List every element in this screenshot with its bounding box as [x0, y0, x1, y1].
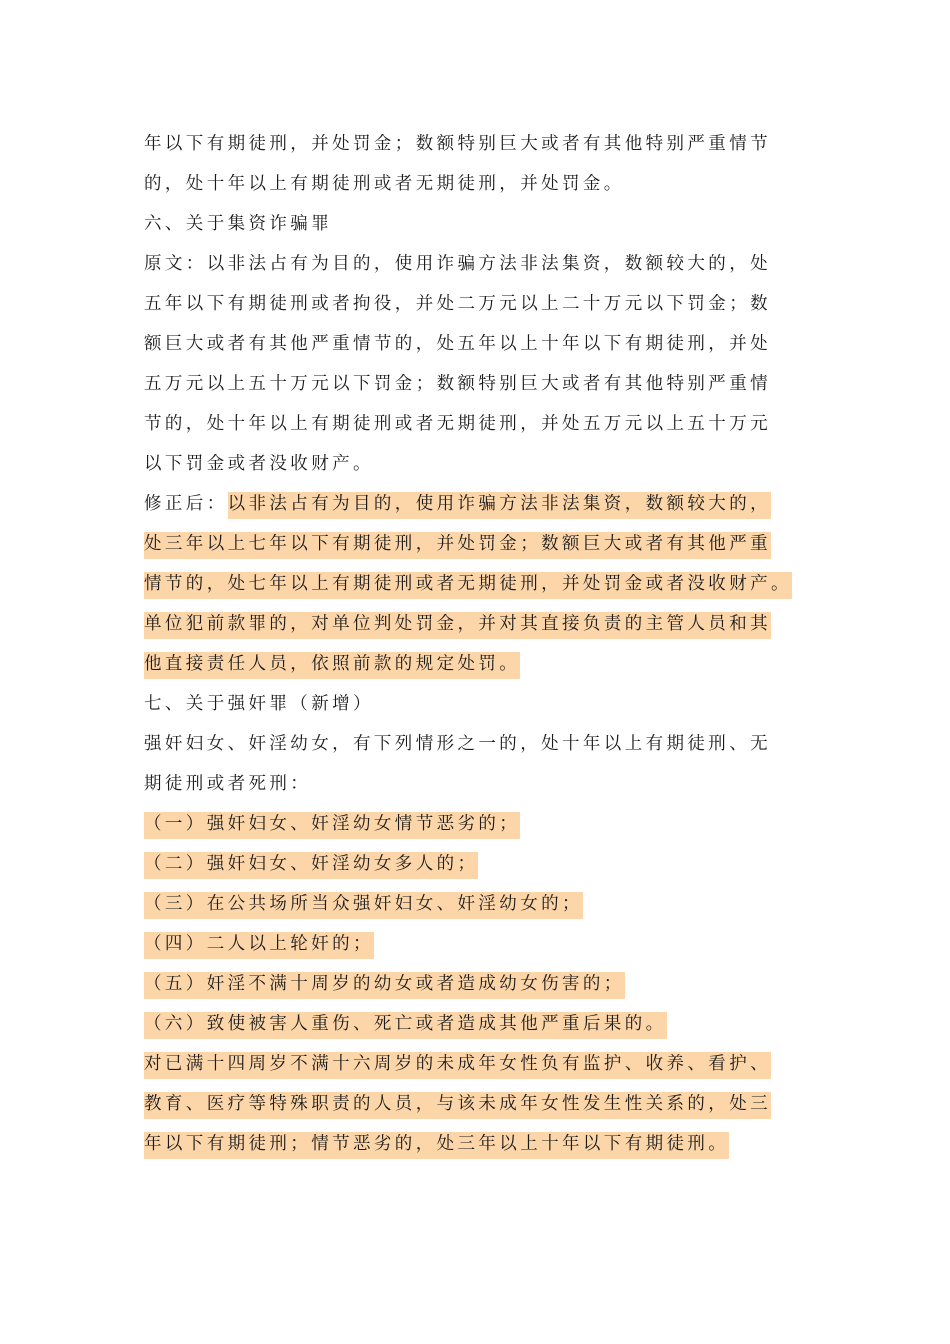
highlighted-text: 年以下有期徒刑；情节恶劣的，处三年以上十年以下有期徒刑。 — [144, 1132, 729, 1159]
highlighted-text: （一）强奸妇女、奸淫幼女情节恶劣的； — [144, 812, 520, 839]
paragraph-line — [144, 644, 808, 684]
paragraph-line — [144, 404, 808, 444]
line-text: 的，处十年以上有期徒刑或者无期徒刑，并处罚金。 — [144, 174, 625, 194]
highlighted-text: （六）致使被害人重伤、死亡或者造成其他严重后果的。 — [144, 1012, 667, 1039]
paragraph-line — [144, 324, 808, 364]
highlighted-text: （五）奸淫不满十周岁的幼女或者造成幼女伤害的； — [144, 972, 625, 999]
paragraph-line — [144, 564, 808, 604]
heading-text: 七、关于强奸罪（新增） — [144, 694, 374, 714]
paragraph-line — [144, 1044, 808, 1084]
paragraph-line — [144, 724, 808, 764]
line-text: 五年以下有期徒刑或者拘役，并处二万元以上二十万元以下罚金；数 — [144, 294, 771, 314]
list-item — [144, 924, 808, 964]
line-text: 额巨大或者有其他严重情节的，处五年以上十年以下有期徒刑，并处 — [144, 334, 771, 354]
paragraph-line — [144, 484, 808, 524]
highlighted-text: 情节的，处七年以上有期徒刑或者无期徒刑，并处罚金或者没收财产。 — [144, 572, 792, 599]
section-heading — [144, 204, 808, 244]
document-page — [144, 124, 808, 1164]
line-text: 以下罚金或者没收财产。 — [144, 454, 374, 474]
heading-text: 六、关于集资诈骗罪 — [144, 214, 333, 234]
highlighted-text: （二）强奸妇女、奸淫幼女多人的； — [144, 852, 478, 879]
paragraph-line — [144, 124, 808, 164]
paragraph-line — [144, 764, 808, 804]
line-text: 五万元以上五十万元以下罚金；数额特别巨大或者有其他特别严重情 — [144, 374, 771, 394]
line-text: 年以下有期徒刑，并处罚金；数额特别巨大或者有其他特别严重情节 — [144, 134, 771, 154]
line-text: 原文：以非法占有为目的，使用诈骗方法非法集资，数额较大的，处 — [144, 254, 771, 274]
highlighted-text: 以非法占有为目的，使用诈骗方法非法集资，数额较大的， — [228, 492, 771, 519]
highlighted-text: 处三年以上七年以下有期徒刑，并处罚金；数额巨大或者有其他严重 — [144, 532, 771, 559]
line-text: 强奸妇女、奸淫幼女，有下列情形之一的，处十年以上有期徒刑、无 — [144, 734, 771, 754]
paragraph-line — [144, 524, 808, 564]
highlighted-text: 单位犯前款罪的，对单位判处罚金，并对其直接负责的主管人员和其 — [144, 612, 771, 639]
highlighted-text: （四）二人以上轮奸的； — [144, 932, 374, 959]
section-heading — [144, 684, 808, 724]
highlighted-text: 教育、医疗等特殊职责的人员，与该未成年女性发生性关系的，处三 — [144, 1092, 771, 1119]
list-item — [144, 1004, 808, 1044]
paragraph-line — [144, 164, 808, 204]
paragraph-line — [144, 1084, 808, 1124]
paragraph-line — [144, 244, 808, 284]
highlighted-text: 对已满十四周岁不满十六周岁的未成年女性负有监护、收养、看护、 — [144, 1052, 771, 1079]
paragraph-line — [144, 364, 808, 404]
line-text: 期徒刑或者死刑： — [144, 774, 312, 794]
paragraph-line — [144, 604, 808, 644]
paragraph-line — [144, 284, 808, 324]
list-item — [144, 964, 808, 1004]
list-item — [144, 804, 808, 844]
line-text: 节的，处十年以上有期徒刑或者无期徒刑，并处五万元以上五十万元 — [144, 414, 771, 434]
highlighted-text: 他直接责任人员，依照前款的规定处罚。 — [144, 652, 520, 679]
paragraph-line — [144, 1124, 808, 1164]
list-item — [144, 844, 808, 884]
line-prefix: 修正后： — [144, 494, 228, 514]
list-item — [144, 884, 808, 924]
highlighted-text: （三）在公共场所当众强奸妇女、奸淫幼女的； — [144, 892, 583, 919]
paragraph-line — [144, 444, 808, 484]
